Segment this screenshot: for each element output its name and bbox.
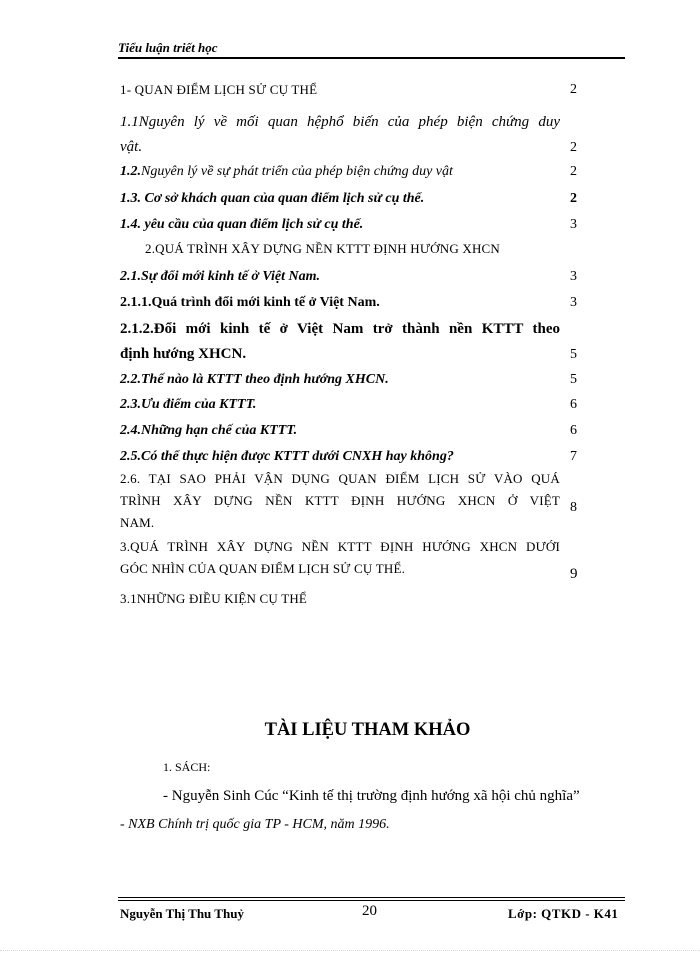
toc-text — [120, 317, 560, 367]
references-subtitle: 1. SÁCH: — [163, 760, 211, 774]
toc-text: 2.2.Thế nào là KTTT theo định hướng XHCN. — [120, 372, 389, 387]
toc-text: 2.4.Những hạn chế của KTTT. — [120, 423, 298, 438]
toc-text — [120, 536, 560, 580]
toc-text: 2.1.Sự đổi mới kinh tế ở Việt Nam. — [120, 269, 320, 284]
toc-page: 8 — [570, 500, 577, 515]
toc-text-line1: 3.QUÁ TRÌNH XÂY DỰNG NỀN KTTT ĐỊNH HƯỚNG XHCN DƯỚI — [120, 539, 560, 554]
toc-page: 2 — [570, 140, 577, 155]
toc-text — [120, 160, 560, 184]
references-title: TÀI LIỆU THAM KHẢO — [264, 720, 471, 740]
toc-text-line3: NAM. — [120, 515, 155, 530]
toc-text: 3.1NHỮNG ĐIỀU KIỆN CỤ THỂ — [120, 591, 308, 606]
toc-page: 3 — [570, 269, 577, 284]
toc-page: 3 — [570, 217, 577, 232]
toc-text — [120, 110, 560, 160]
toc-text-line2: TRÌNH XÂY DỰNG NỀN KTTT ĐỊNH HƯỚNG XHCN Ở VIỆT — [120, 493, 560, 508]
toc-page: 9 — [570, 566, 578, 582]
toc-text: 2.5.Có thể thực hiện được KTTT dưới CNXH hay không? — [120, 449, 454, 464]
toc-page: 6 — [570, 397, 577, 412]
header-title: Tiểu luận triết học — [118, 40, 218, 55]
footer-rule-bottom — [118, 900, 625, 901]
toc-page: 5 — [570, 372, 577, 387]
reference-line-2: - NXB Chính trị quốc gia TP - HCM, năm 1996. — [120, 817, 390, 832]
toc-text: 1.3. Cơ sở khách quan của quan điểm lịch sử cụ thể. — [120, 191, 425, 206]
toc-text — [120, 468, 560, 534]
toc-page: 2 — [570, 82, 577, 97]
footer-page-number: 20 — [362, 903, 377, 919]
toc-page: 6 — [570, 423, 577, 438]
toc-text-line2: định hướng XHCN. — [120, 346, 247, 362]
toc-text-line1: 2.6. TẠI SAO PHẢI VẬN DỤNG QUAN ĐIỂM LỊCH SỬ VÀO QUÁ — [120, 471, 560, 486]
toc-text: 2.3.Ưu điểm của KTTT. — [120, 397, 257, 412]
toc-page: 2 — [570, 164, 577, 179]
toc-page: 3 — [570, 295, 577, 310]
toc-text-line2: GÓC NHÌN CỦA QUAN ĐIỂM LỊCH SỬ CỤ THỂ. — [120, 561, 406, 576]
toc-text-body: Nguyên lý về sự phát triển của phép biện chứng duy vật — [141, 164, 453, 179]
footer-rule-top — [118, 897, 625, 898]
footer-class-label: Lớp: QTKD - K41 — [508, 906, 619, 921]
toc-text: 1.4. yêu cầu của quan điểm lịch sử cụ thể. — [120, 217, 364, 232]
toc-page: 5 — [570, 347, 577, 362]
reference-line-1: - Nguyễn Sinh Cúc “Kinh tế thị trường định hướng xã hội chủ nghĩa” — [163, 788, 580, 804]
toc-text: 2.QUÁ TRÌNH XÂY DỰNG NỀN KTTT ĐỊNH HƯỚNG XHCN — [145, 241, 500, 256]
page-edge-divider — [0, 950, 700, 951]
toc-text-line2: vật. — [120, 139, 143, 155]
toc-text-line1: 1.1Nguyên lý về mối quan hệphổ biến của phép biện chứng duy — [120, 114, 560, 130]
toc-text: 2.1.1.Quá trình đổi mới kinh tế ở Việt Nam. — [120, 295, 380, 310]
toc-text-line1: 2.1.2.Đổi mới kinh tế ở Việt Nam trở thành nền KTTT theo — [120, 321, 560, 337]
toc-text: 1- QUAN ĐIỂM LỊCH SỬ CỤ THỂ — [120, 82, 318, 97]
toc-page: 7 — [570, 449, 577, 464]
toc-page: 2 — [570, 191, 577, 206]
header-rule — [118, 57, 625, 59]
footer-author: Nguyễn Thị Thu Thuỷ — [120, 906, 244, 921]
toc-number: 1.2. — [120, 164, 141, 179]
